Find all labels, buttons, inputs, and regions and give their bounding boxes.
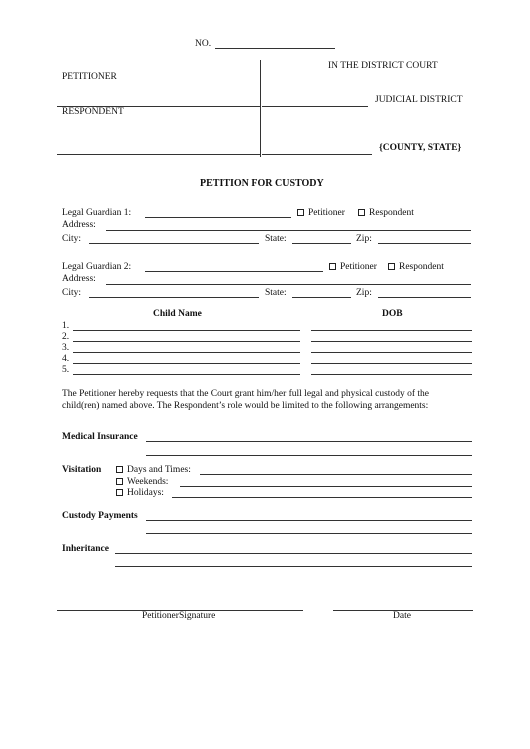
case-number-label: NO. [195,39,212,49]
child-dob-field[interactable] [311,341,472,342]
visit-holidays-field[interactable] [172,497,472,498]
checkbox-icon[interactable] [116,489,123,496]
visit-weekends-option[interactable] [116,477,168,487]
guardian1-respondent-text: Respondent [369,208,414,218]
dob-header: DOB [382,309,403,319]
child-dob-field[interactable] [311,352,472,353]
medical-insurance-field[interactable] [146,441,472,442]
date-label: Date [393,611,411,621]
child-name-field[interactable] [73,374,300,375]
visit-days-text: Days and Times: [127,465,191,475]
district-court-label: IN THE DISTRICT COURT [328,61,438,71]
child-name-field[interactable] [73,352,300,353]
custody-payments-field-2[interactable] [146,533,472,534]
child-name-field[interactable] [73,330,300,331]
checkbox-icon[interactable] [358,209,365,216]
guardian2-state-field[interactable] [292,297,351,298]
county-state-field[interactable] [262,154,372,155]
petitioner-signature-label: PetitionerSignature [142,611,216,621]
guardian2-petitioner-option[interactable] [329,262,377,272]
visit-holidays-text: Holidays: [127,488,164,498]
medical-insurance-label: Medical Insurance [62,432,138,442]
visit-days-field[interactable] [200,474,472,475]
guardian2-city-label: City: [62,288,82,298]
guardian1-city-label: City: [62,234,82,244]
inheritance-field-2[interactable] [115,566,472,567]
case-number-field[interactable] [215,48,335,49]
county-state-label: {COUNTY, STATE} [379,143,462,153]
checkbox-icon[interactable] [116,478,123,485]
visit-days-option[interactable] [116,465,191,475]
guardian2-respondent-option[interactable] [388,262,444,272]
guardian1-respondent-option[interactable] [358,208,414,218]
visit-weekends-text: Weekends: [127,477,169,487]
request-paragraph-line: child(ren) named above. The Respondent’s role would be limited to the following arrangements: [62,401,429,411]
checkbox-icon[interactable] [116,466,123,473]
custody-payments-label: Custody Payments [62,511,138,521]
child-dob-field[interactable] [311,374,472,375]
checkbox-icon[interactable] [297,209,304,216]
inheritance-field[interactable] [115,553,472,554]
child-dob-field[interactable] [311,363,472,364]
header-divider [260,60,261,157]
guardian1-petitioner-text: Petitioner [308,208,345,218]
guardian2-respondent-text: Respondent [399,262,444,272]
child-name-field[interactable] [73,341,300,342]
child-row-number: 2. [62,332,70,342]
guardian1-name-field[interactable] [145,217,291,218]
guardian1-state-field[interactable] [292,243,351,244]
guardian1-petitioner-option[interactable] [297,208,345,218]
guardian2-zip-field[interactable] [378,297,471,298]
guardian1-label: Legal Guardian 1: [62,208,132,218]
guardian1-zip-field[interactable] [378,243,471,244]
judicial-district-label: JUDICIAL DISTRICT [375,95,463,105]
checkbox-icon[interactable] [388,263,395,270]
guardian2-name-field[interactable] [145,271,323,272]
request-paragraph-line: The Petitioner hereby requests that the Court grant him/her full legal and physical custody of the [62,389,429,399]
respondent-field[interactable] [57,154,260,155]
visit-weekends-field[interactable] [180,486,472,487]
child-dob-field[interactable] [311,330,472,331]
request-paragraph [62,388,482,412]
guardian1-zip-label: Zip: [356,234,372,244]
respondent-label: RESPONDENT [62,107,124,117]
child-name-header: Child Name [153,309,202,319]
guardian1-state-label: State: [265,234,287,244]
visitation-label: Visitation [62,465,102,475]
guardian2-zip-label: Zip: [356,288,372,298]
visit-holidays-option[interactable] [116,488,164,498]
guardian2-label: Legal Guardian 2: [62,262,132,272]
medical-insurance-field-2[interactable] [146,455,472,456]
child-row-number: 5. [62,365,70,375]
guardian2-address-field[interactable] [106,284,471,285]
custody-payments-field[interactable] [146,520,472,521]
inheritance-label: Inheritance [62,544,109,554]
page-title: PETITION FOR CUSTODY [200,178,324,189]
guardian1-address-label: Address: [62,220,96,230]
petitioner-label: PETITIONER [62,72,117,82]
child-row-number: 4. [62,354,70,364]
guardian2-address-label: Address: [62,274,96,284]
guardian2-city-field[interactable] [89,297,259,298]
child-name-field[interactable] [73,363,300,364]
guardian2-state-label: State: [265,288,287,298]
checkbox-icon[interactable] [329,263,336,270]
guardian2-petitioner-text: Petitioner [340,262,377,272]
guardian1-address-field[interactable] [106,230,471,231]
child-row-number: 3. [62,343,70,353]
guardian1-city-field[interactable] [89,243,259,244]
child-row-number: 1. [62,321,70,331]
judicial-district-field[interactable] [262,106,368,107]
